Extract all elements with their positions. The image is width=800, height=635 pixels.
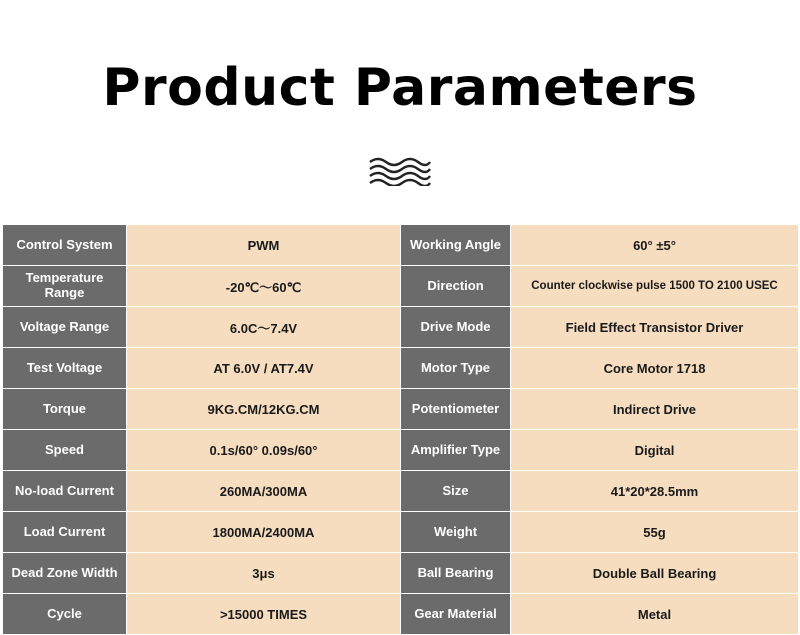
param-label: Temperature Range [3, 266, 127, 307]
param-label: Speed [3, 430, 127, 471]
param-value: Counter clockwise pulse 1500 TO 2100 USEC [511, 266, 799, 307]
param-label: Ball Bearing [401, 553, 511, 594]
param-label: Potentiometer [401, 389, 511, 430]
param-value: Indirect Drive [511, 389, 799, 430]
page-title: Product Parameters [102, 58, 698, 118]
wave-divider-icon [368, 156, 432, 186]
param-label: Load Current [3, 512, 127, 553]
param-label: Test Voltage [3, 348, 127, 389]
param-label: Torque [3, 389, 127, 430]
param-value: 0.1s/60° 0.09s/60° [127, 430, 401, 471]
param-label: Working Angle [401, 225, 511, 266]
param-value: Double Ball Bearing [511, 553, 799, 594]
param-label: Voltage Range [3, 307, 127, 348]
table-row [3, 266, 799, 307]
param-value: Metal [511, 594, 799, 635]
parameters-table [2, 224, 799, 635]
param-label: Weight [401, 512, 511, 553]
param-label: Control System [3, 225, 127, 266]
param-value: 41*20*28.5mm [511, 471, 799, 512]
table-row [3, 553, 799, 594]
param-value: Digital [511, 430, 799, 471]
table-row [3, 389, 799, 430]
param-value: PWM [127, 225, 401, 266]
table-row [3, 430, 799, 471]
table-row [3, 225, 799, 266]
param-label: Drive Mode [401, 307, 511, 348]
param-label: Dead Zone Width [3, 553, 127, 594]
param-value: 6.0C～7.4V [127, 307, 401, 348]
param-value: 3μs [127, 553, 401, 594]
param-label: No-load Current [3, 471, 127, 512]
table-row [3, 348, 799, 389]
param-label: Size [401, 471, 511, 512]
param-value: 60° ±5° [511, 225, 799, 266]
table-row [3, 594, 799, 635]
table-row [3, 471, 799, 512]
param-value: 1800MA/2400MA [127, 512, 401, 553]
param-value: -20℃～60℃ [127, 266, 401, 307]
parameters-table-container [2, 224, 798, 635]
param-label: Direction [401, 266, 511, 307]
table-row [3, 307, 799, 348]
param-value: >15000 TIMES [127, 594, 401, 635]
param-value: 9KG.CM/12KG.CM [127, 389, 401, 430]
param-value: 260MA/300MA [127, 471, 401, 512]
param-label: Cycle [3, 594, 127, 635]
table-row [3, 512, 799, 553]
param-value: AT 6.0V / AT7.4V [127, 348, 401, 389]
param-value: Core Motor 1718 [511, 348, 799, 389]
wave-divider [0, 154, 800, 188]
param-label: Amplifier Type [401, 430, 511, 471]
param-value: Field Effect Transistor Driver [511, 307, 799, 348]
param-value: 55g [511, 512, 799, 553]
param-label: Gear Material [401, 594, 511, 635]
param-label: Motor Type [401, 348, 511, 389]
